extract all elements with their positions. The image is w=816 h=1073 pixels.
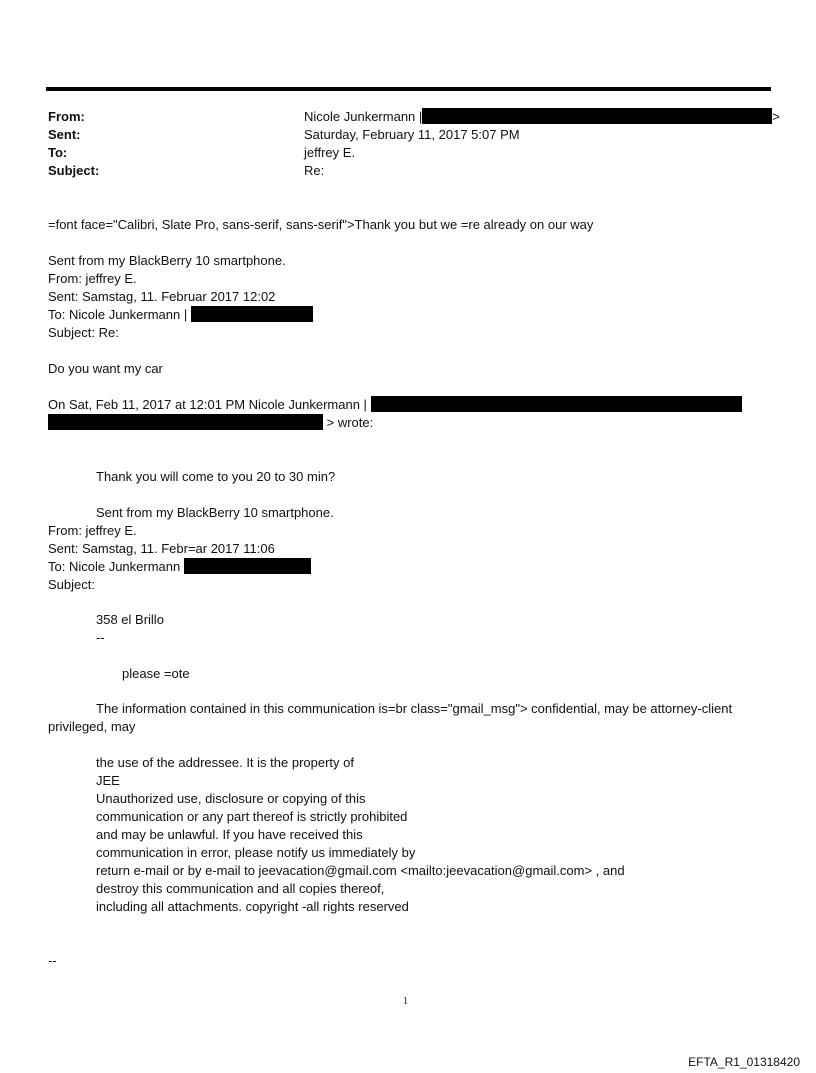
quoted-to-text: To: Nicole Junkermann — [48, 559, 181, 574]
header-rule — [46, 87, 771, 91]
wrote-text: > wrote: — [326, 415, 374, 430]
quoted-from: From: jeffrey E. — [48, 271, 137, 286]
quoted-sent: Sent: Samstag, 11. Februar 2017 12:02 — [48, 289, 276, 304]
from-name: Nicole Junkermann | — [304, 109, 423, 124]
sent-from-line: Sent from my BlackBerry 10 smartphone. — [48, 253, 286, 268]
quoted-to — [48, 306, 313, 324]
on-date-line — [48, 396, 742, 414]
body-line: =font face="Calibri, Slate Pro, sans-serif, sans-serif">Thank you but we =re already on our way — [48, 217, 594, 232]
disclaimer-line: privileged, may — [48, 719, 136, 734]
please-note-text: please =ote — [122, 666, 190, 681]
header-sent-row — [48, 126, 520, 144]
disclaimer-line: JEE — [96, 773, 120, 788]
header-subject-row — [48, 162, 325, 180]
signature-separator: -- — [96, 630, 105, 645]
disclaimer-line: destroy this communication and all copies thereof, — [96, 881, 385, 896]
header-to-row — [48, 144, 356, 162]
redaction-bar — [184, 558, 311, 574]
disclaimer-line: Unauthorized use, disclosure or copying of this — [96, 791, 366, 806]
redaction-bar — [48, 414, 323, 430]
redaction-bar — [191, 306, 313, 322]
disclaimer-line: communication or any part thereof is strictly prohibited — [96, 809, 408, 824]
disclaimer-line: communication in error, please notify us immediately by — [96, 845, 416, 860]
disclaimer-line: the use of the addressee. It is the property of — [96, 755, 354, 770]
subject-value: Re: — [304, 163, 325, 178]
redaction-bar — [422, 108, 772, 124]
from-value — [304, 108, 780, 126]
from-label: From: — [48, 109, 85, 124]
wrote-line — [48, 414, 373, 432]
subject-label: Subject: — [48, 163, 100, 178]
signature-separator: -- — [48, 953, 57, 968]
message-text: Do you want my car — [48, 361, 163, 376]
address-text: 358 el Brillo — [96, 612, 164, 627]
from-tail: > — [772, 109, 780, 124]
redaction-bar — [371, 396, 742, 412]
on-date-text: On Sat, Feb 11, 2017 at 12:01 PM Nicole Junkermann | — [48, 397, 367, 412]
quoted-subject: Subject: — [48, 577, 95, 592]
disclaimer-line: including all attachments. copyright -all rights reserved — [96, 899, 409, 914]
disclaimer-line: and may be unlawful. If you have received this — [96, 827, 363, 842]
header-from-row — [48, 108, 780, 126]
page-number: 1 — [403, 996, 408, 1007]
quoted-sent: Sent: Samstag, 11. Febr=ar 2017 11:06 — [48, 541, 275, 556]
to-value: jeffrey E. — [304, 145, 356, 160]
disclaimer-line: return e-mail or by e-mail to jeevacation@gmail.com <mailto:jeevacation@gmail.com> , and — [96, 863, 625, 878]
bates-number: EFTA_R1_01318420 — [688, 1055, 800, 1069]
quoted-from: From: jeffrey E. — [48, 523, 137, 538]
sent-label: Sent: — [48, 127, 81, 142]
sent-from-line: Sent from my BlackBerry 10 smartphone. — [96, 505, 334, 520]
quoted-to — [48, 558, 311, 576]
disclaimer-line: The information contained in this communication is=br class="gmail_msg"> confidential, may be attorney-client — [96, 701, 733, 716]
message-text: Thank you will come to you 20 to 30 min? — [96, 469, 336, 484]
quoted-to-text: To: Nicole Junkermann | — [48, 307, 188, 322]
to-label: To: — [48, 145, 68, 160]
sent-value: Saturday, February 11, 2017 5:07 PM — [304, 127, 520, 142]
quoted-subject: Subject: Re: — [48, 325, 119, 340]
